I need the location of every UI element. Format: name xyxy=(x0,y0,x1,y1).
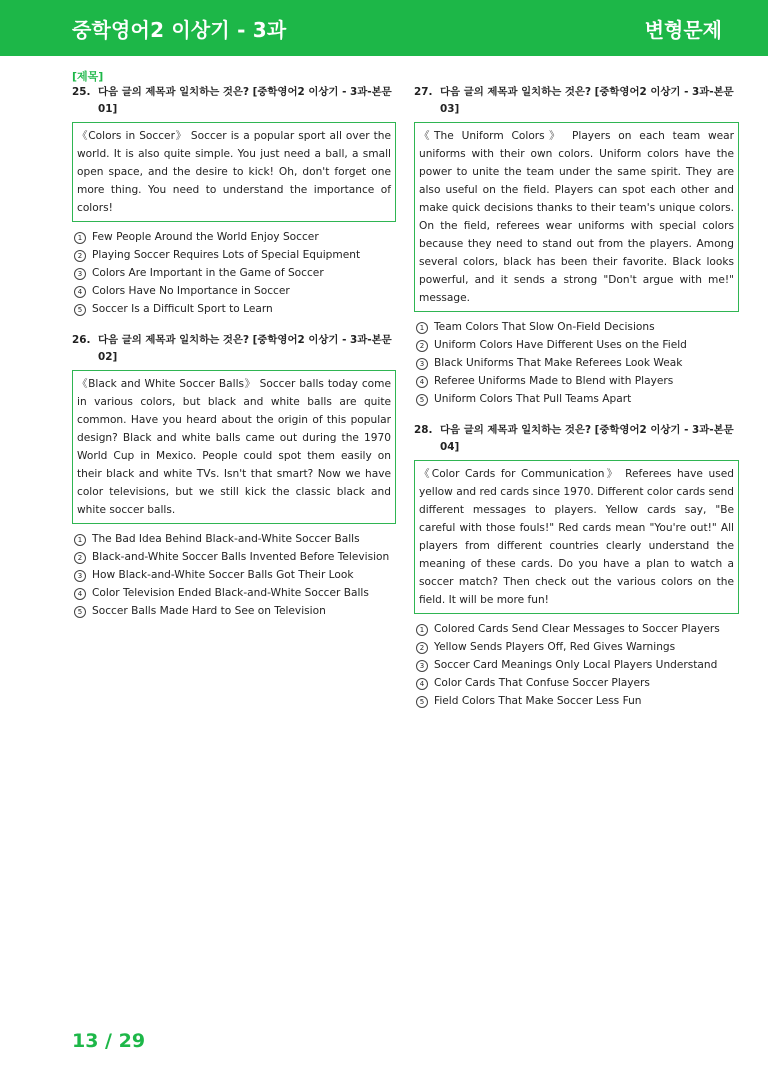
question-prompt: 다음 글의 제목과 일치하는 것은? [중학영어2 이상기 - 3과-본문 01] xyxy=(98,86,392,115)
option-text: Black Uniforms That Make Referees Look Weak xyxy=(434,357,683,369)
circled-number-icon: 5 xyxy=(74,606,86,618)
option-text: Color Television Ended Black-and-White Soccer Balls xyxy=(92,587,369,599)
circled-number-icon: 3 xyxy=(74,570,86,582)
header-title: 중학영어2 이상기 - 3과 xyxy=(72,18,287,42)
question-number: 27. xyxy=(414,86,433,98)
circled-number-icon: 2 xyxy=(74,552,86,564)
option-3[interactable] xyxy=(72,264,396,282)
option-list xyxy=(72,530,396,620)
option-text: Color Cards That Confuse Soccer Players xyxy=(434,677,650,689)
option-4[interactable] xyxy=(72,282,396,300)
circled-number-icon: 1 xyxy=(74,232,86,244)
option-text: Black-and-White Soccer Balls Invented Before Television xyxy=(92,551,390,563)
option-text: Colored Cards Send Clear Messages to Soccer Players xyxy=(434,623,720,635)
circled-number-icon: 3 xyxy=(74,268,86,280)
question-26 xyxy=(72,332,396,620)
option-text: Uniform Colors Have Different Uses on the Field xyxy=(434,339,687,351)
option-5[interactable] xyxy=(414,390,739,408)
option-4[interactable] xyxy=(414,674,739,692)
question-prompt: 다음 글의 제목과 일치하는 것은? [중학영어2 이상기 - 3과-본문 02] xyxy=(98,334,392,363)
circled-number-icon: 4 xyxy=(416,678,428,690)
option-list xyxy=(72,228,396,318)
option-text: Colors Are Important in the Game of Soccer xyxy=(92,267,324,279)
option-text: Soccer Is a Difficult Sport to Learn xyxy=(92,303,273,315)
circled-number-icon: 3 xyxy=(416,660,428,672)
option-3[interactable] xyxy=(414,656,739,674)
page-number: 13 / 29 xyxy=(72,1030,146,1052)
question-title xyxy=(414,422,739,456)
circled-number-icon: 3 xyxy=(416,358,428,370)
circled-number-icon: 4 xyxy=(74,588,86,600)
option-1[interactable] xyxy=(72,228,396,246)
question-prompt: 다음 글의 제목과 일치하는 것은? [중학영어2 이상기 - 3과-본문 03] xyxy=(440,86,734,115)
option-text: Few People Around the World Enjoy Soccer xyxy=(92,231,319,243)
circled-number-icon: 5 xyxy=(74,304,86,316)
option-text: Soccer Card Meanings Only Local Players Understand xyxy=(434,659,718,671)
option-list xyxy=(414,620,739,710)
circled-number-icon: 1 xyxy=(416,624,428,636)
question-25 xyxy=(72,84,396,318)
option-text: Yellow Sends Players Off, Red Gives Warnings xyxy=(434,641,676,653)
option-text: Soccer Balls Made Hard to See on Television xyxy=(92,605,326,617)
option-1[interactable] xyxy=(414,620,739,638)
option-2[interactable] xyxy=(414,638,739,656)
option-3[interactable] xyxy=(72,566,396,584)
passage-box: 《Color Cards for Communication》 Referees have used yellow and red cards since 1970. Different color cards send different messages to players. Yellow cards say, "Be careful with those fouls!" Red cards mean "You're out!" All players from different countries clearly understand the meaning of these cards. Do you have a plan to watch a soccer match? Then check out the various colors on the field. It will be more fun! xyxy=(414,460,739,614)
header-section-title: 변형문제 xyxy=(644,18,722,42)
option-text: Colors Have No Importance in Soccer xyxy=(92,285,290,297)
circled-number-icon: 4 xyxy=(416,376,428,388)
option-1[interactable] xyxy=(414,318,739,336)
option-5[interactable] xyxy=(72,300,396,318)
option-2[interactable] xyxy=(72,548,396,566)
circled-number-icon: 5 xyxy=(416,696,428,708)
option-text: Field Colors That Make Soccer Less Fun xyxy=(434,695,642,707)
question-title xyxy=(72,332,396,366)
option-4[interactable] xyxy=(72,584,396,602)
option-text: How Black-and-White Soccer Balls Got Their Look xyxy=(92,569,354,581)
question-prompt: 다음 글의 제목과 일치하는 것은? [중학영어2 이상기 - 3과-본문 04] xyxy=(440,424,734,453)
option-2[interactable] xyxy=(414,336,739,354)
option-text: Referee Uniforms Made to Blend with Players xyxy=(434,375,674,387)
option-text: Team Colors That Slow On-Field Decisions xyxy=(434,321,655,333)
circled-number-icon: 1 xyxy=(74,534,86,546)
option-1[interactable] xyxy=(72,530,396,548)
passage-box: 《Colors in Soccer》 Soccer is a popular sport all over the world. It is also quite simple. You just need a ball, a small open space, and the desire to kick! Oh, don't forget one more thing. You need to understand the importance of colors! xyxy=(72,122,396,222)
left-column xyxy=(72,84,396,634)
question-number: 28. xyxy=(414,424,433,436)
option-text: Uniform Colors That Pull Teams Apart xyxy=(434,393,632,405)
page-header xyxy=(0,0,768,56)
option-2[interactable] xyxy=(72,246,396,264)
question-title xyxy=(72,84,396,118)
circled-number-icon: 5 xyxy=(416,394,428,406)
question-28 xyxy=(414,422,739,710)
option-3[interactable] xyxy=(414,354,739,372)
circled-number-icon: 2 xyxy=(74,250,86,262)
passage-box: 《Black and White Soccer Balls》 Soccer balls today come in various colors, but black and white balls are quite common. Have you heard about the origin of this popular design? Black and white balls came out during the 1970 World Cup in Mexico. People could spot them easily on their black and white TVs. Isn't that smart? Now we have color televisions, but we still kick the classic black and white soccer balls. xyxy=(72,370,396,524)
circled-number-icon: 2 xyxy=(416,642,428,654)
passage-box: 《The Uniform Colors》 Players on each team wear uniforms with their own colors. Uniform colors have the power to unite the team under the same spirit. They are also useful on the field. Players can spot each other and make quick decisions thanks to their team's unique colors. On the field, referees wear uniforms with special colors because they need to stand out from the players. Among several colors, black has been their favorite. Black looks powerful, and it sends a strong "Don't argue with me!" message. xyxy=(414,122,739,312)
question-27 xyxy=(414,84,739,408)
option-text: The Bad Idea Behind Black-and-White Soccer Balls xyxy=(92,533,360,545)
circled-number-icon: 4 xyxy=(74,286,86,298)
option-5[interactable] xyxy=(72,602,396,620)
option-list xyxy=(414,318,739,408)
right-column xyxy=(414,84,739,724)
option-text: Playing Soccer Requires Lots of Special Equipment xyxy=(92,249,361,261)
option-4[interactable] xyxy=(414,372,739,390)
question-number: 26. xyxy=(72,334,91,346)
circled-number-icon: 2 xyxy=(416,340,428,352)
question-title xyxy=(414,84,739,118)
section-label: [제목] xyxy=(72,70,104,83)
circled-number-icon: 1 xyxy=(416,322,428,334)
question-number: 25. xyxy=(72,86,91,98)
option-5[interactable] xyxy=(414,692,739,710)
